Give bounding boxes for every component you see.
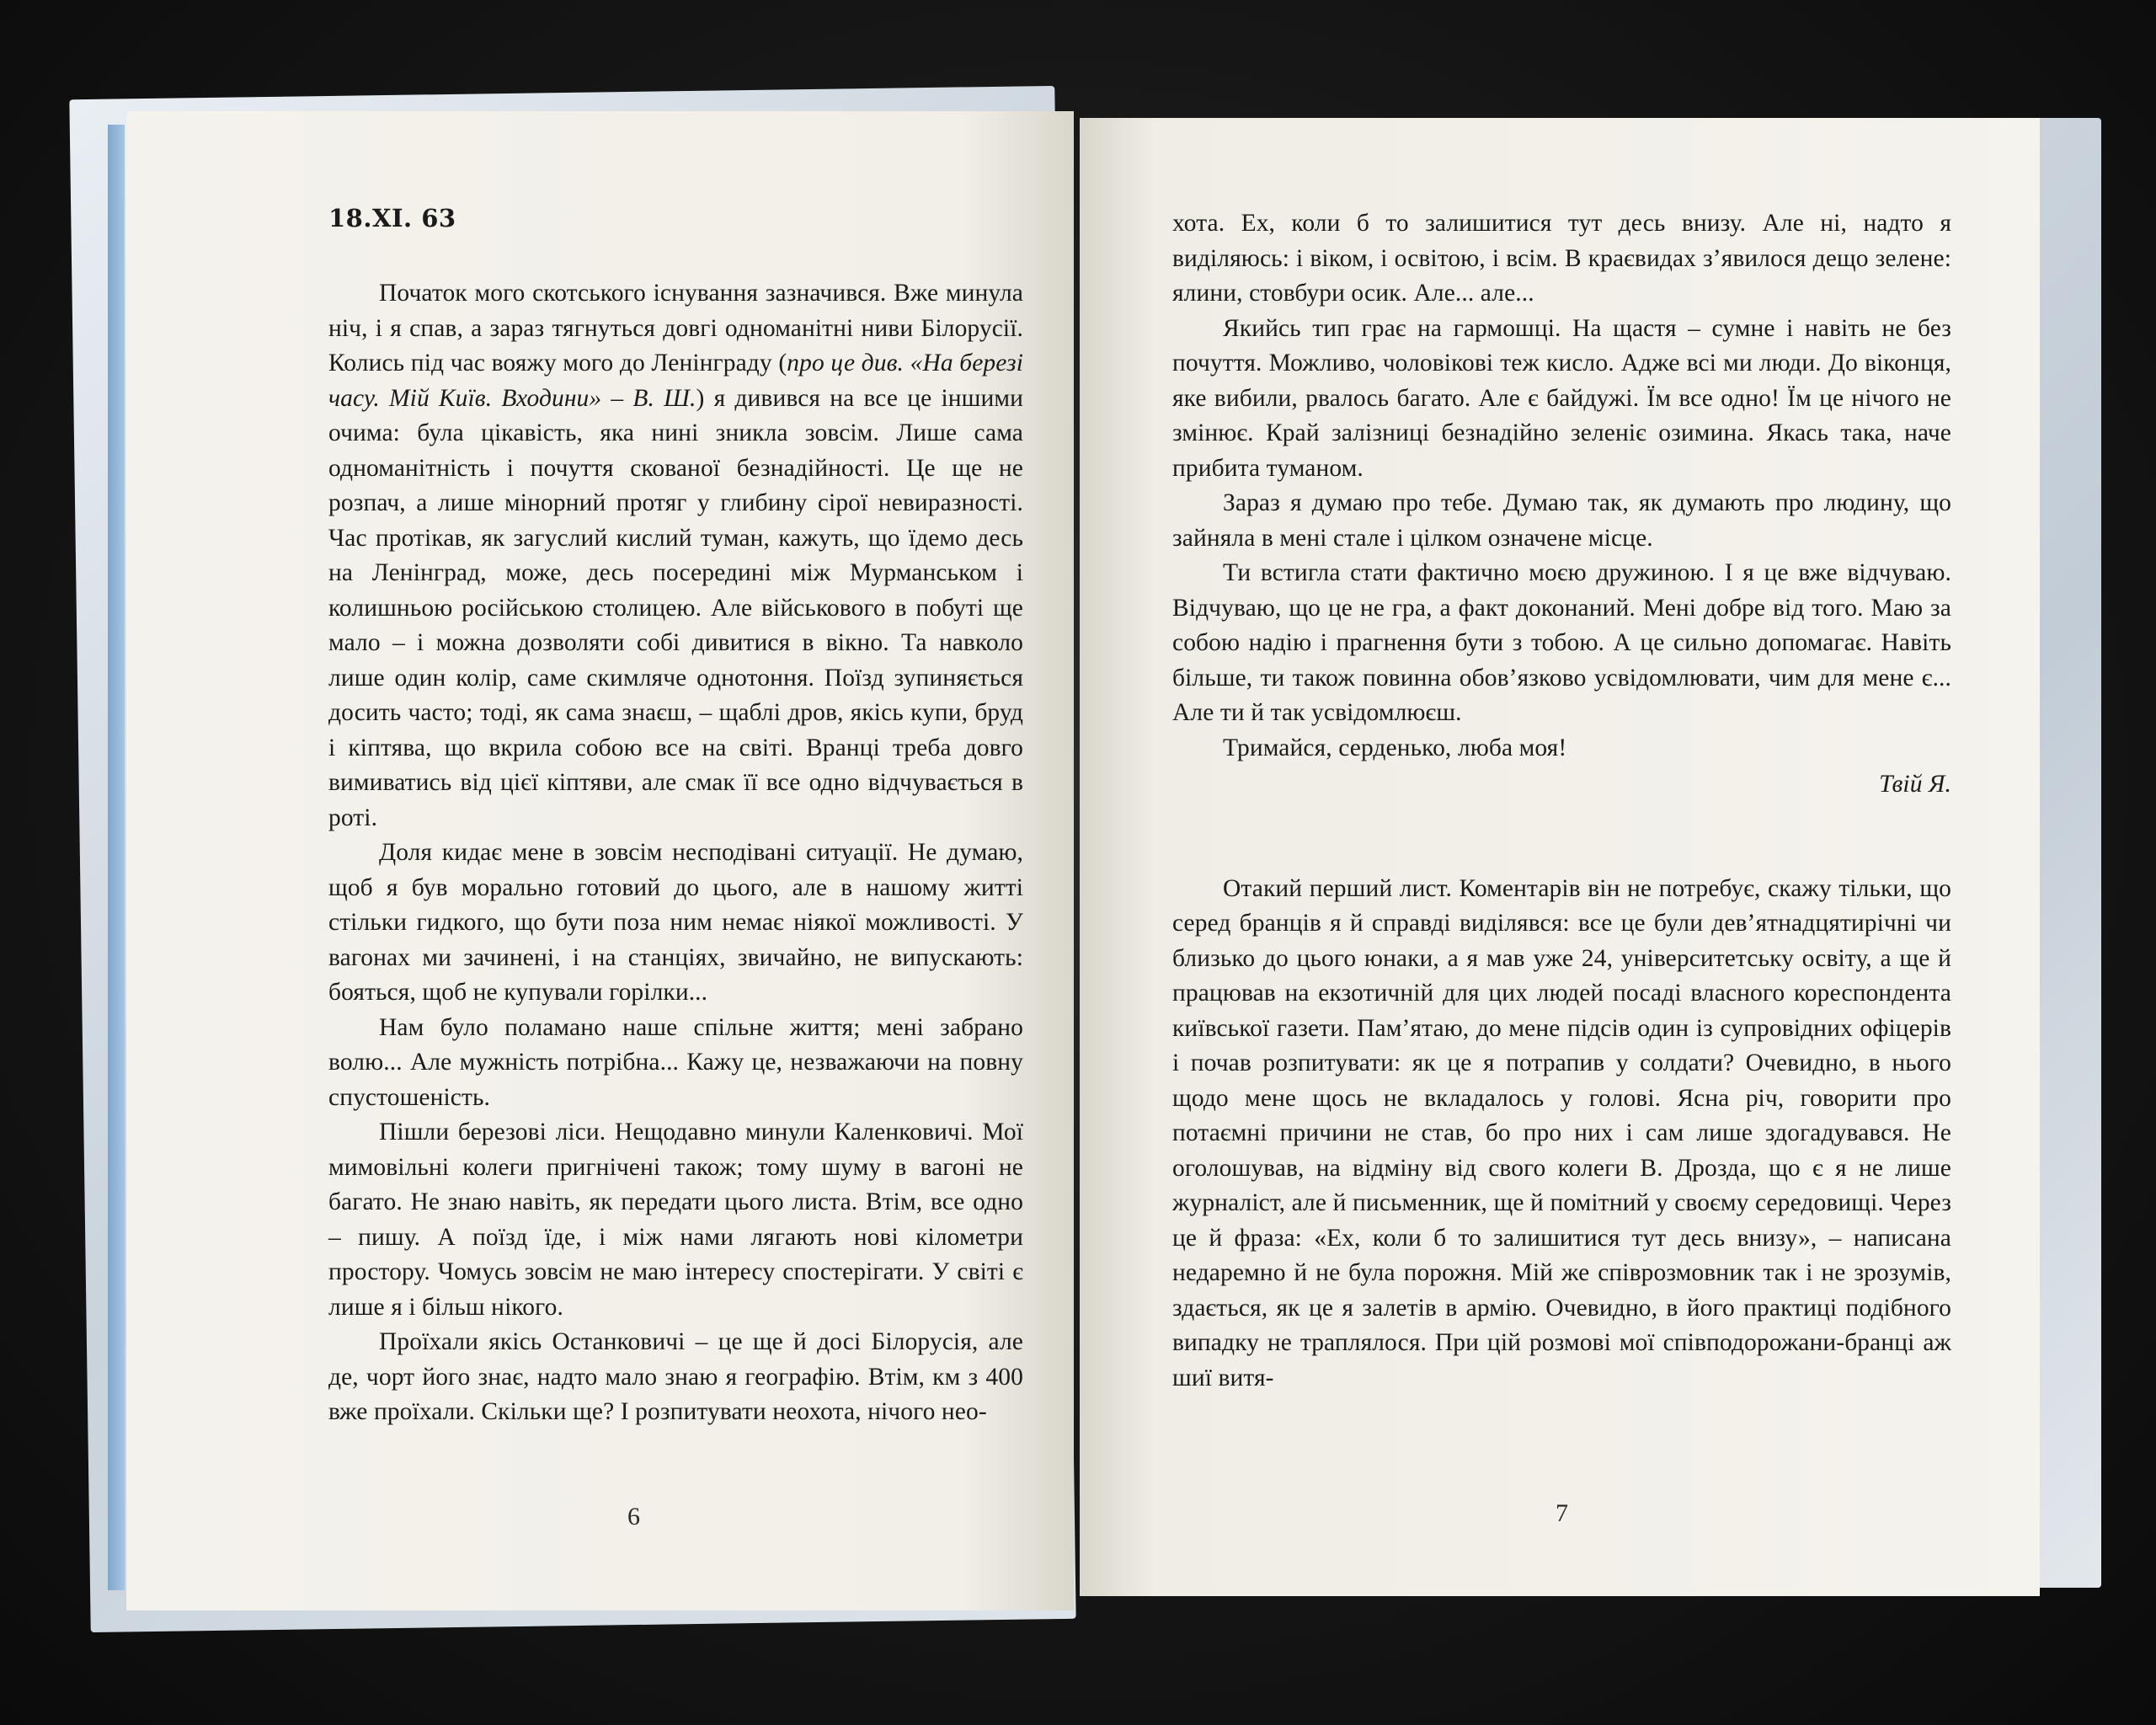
paragraph: Зараз я думаю про тебе. Думаю так, як думають про людину, що зайняла в мені стале і цілком означене місце. — [1172, 489, 1951, 552]
letter-date-heading: 18.XI. 63 — [328, 204, 456, 232]
letter-signature: Твій Я. — [1879, 771, 1951, 798]
paragraph: Початок мого скотського існування зазначився. Вже минула ніч, і я спав, а зараз тягнуться довгі одноманітні ниви Білорусії. Колись під час вояжу мого до Ленінграду (про це див. «На березі часу. Мій Київ. Входини» – В. Ш.) я дивився на все це іншими очима: була цікавість, яка нині зникла зовсім. Лише сама одноманітність і почуття скованої безнадійності. Це ще не розпач, а лише мінорний протяг у глибину сірої невиразності. Час протікав, як загуслий кислий туман, кажуть, що їдемо десь на Ленінград, може, десь посередині між Мурманськом і колишньою російською столицею. Але військового в побуті ще мало – і можна дозволяти собі дивитися в вікно. Та навколо лише один колір, саме скимляче однотоння. Поїзд зупиняється досить часто; тоді, як сама знаєш, – щаблі дров, якісь купи, бруд і кіптява, що вкрила собою все на світі. Вранці треба довго вимиватись від цієї кіптяви, але смак її все одно відчувається в роті. — [328, 280, 1023, 831]
left-page-text — [328, 276, 1023, 1430]
section-gap — [1172, 803, 1951, 872]
paragraph: Доля кидає мене в зовсім несподівані ситуації. Не думаю, щоб я був морально готовий до цього, але в нашому житті стільки гидкого, що бути поза ним немає ніякої можливості. У вагонах ми зачинені, і на станціях, звичайно, не випускають: бояться, щоб не купували горілки... — [328, 839, 1023, 1006]
right-page — [1080, 118, 2040, 1596]
editor-note: про це див. «На березі часу. Мій Київ. Входини» – В. Ш. — [328, 350, 1023, 412]
paragraph: Пішли березові ліси. Нещодавно минули Каленковичі. Мої мимовільні колеги пригнічені також; тому шуму в вагоні не багато. Не знаю навіть, як передати цього листа. Втім, все одно – пишу. А поїзд їде, і між нами лягають нові кілометри простору. Чомусь зовсім не маю інтересу спостерігати. У світі є лише я і більш нікого. — [328, 1119, 1023, 1321]
cover-blue-edge — [108, 125, 125, 1590]
page-number: 7 — [1556, 1499, 1568, 1527]
paragraph: Нам було поламано наше спільне життя; мені забрано волю... Але мужність потрібна... Кажу це, незважаючи на повну спустошеність. — [328, 1013, 1023, 1111]
left-page — [126, 111, 1074, 1610]
page-number: 6 — [627, 1503, 640, 1530]
paragraph: Отакий перший лист. Коментарів він не потребує, скажу тільки, що серед бранців я й справді виділявся: все це були дев’ятнадцятирічні чи близько до цього юнаки, а я мав уже 24, університетську освіту, а ще й працював на екзотичній для цих людей посаді власного кореспондента київської газети. Пам’ятаю, до мене підсів один із супровідних офіцерів і почав розпитувати: як це я потрапив у солдати? Очевидно, в нього щодо мене щось не вкладалось у голові. Ясна річ, говорити про потаємні причини не став, бо про них і сам лише здогадувався. Не оголошував, на відміну від свого колеги В. Дрозда, що є я не лише журналіст, але й письменник, ще й помітний у своєму середовищі. Через це й фраза: «Ех, коли б то залишитися тут десь внизу», – написана недаремно й не була порожня. Мій же співрозмовник так і не зрозумів, здається, як це я залетів в армію. Очевидно, в його практиці подібного випадку не траплялося. При цій розмові мої співподорожани-бранці аж шиї витя- — [1172, 874, 1951, 1391]
paragraph: Тримайся, серденько, люба моя! — [1223, 734, 1567, 761]
right-page-text — [1172, 206, 1951, 1396]
paragraph: Ти встигла стати фактично моєю дружиною. І я це вже відчуваю. Відчуваю, що це не гра, а факт доконаний. Мені добре від того. Маю за собою надію і прагнення бути з тобою. А це сильно допомагає. Навіть більше, ти також повинна обов’язково усвідомлювати, чим для мене є... Але ти й так усвідомлюєш. — [1172, 559, 1951, 726]
paragraph: Якийсь тип грає на гармошці. На щастя – сумне і навіть не без почуття. Можливо, чоловікові теж кисло. Адже всі ми люди. До віконця, яке вибили, рвалось багато. Але є байдужі. Їм все одно! Їм це нічого не змінює. Край залізниці безнадійно зеленіє озимина. Якась така, наче прибита туманом. — [1172, 314, 1951, 482]
paragraph: хота. Ех, коли б то залишитися тут десь внизу. Але ні, надто я виділяюсь: і віком, і освітою, і всім. В краєвидах з’явилося дещо зелене: ялини, стовбури осик. Але... але... — [1172, 210, 1951, 307]
paragraph: Проїхали якісь Останковичі – це ще й досі Білорусія, але де, чорт його знає, надто мало знаю я географію. Втім, км з 400 вже проїхали. Скільки ще? І розпитувати неохота, нічого нео- — [328, 1328, 1023, 1425]
